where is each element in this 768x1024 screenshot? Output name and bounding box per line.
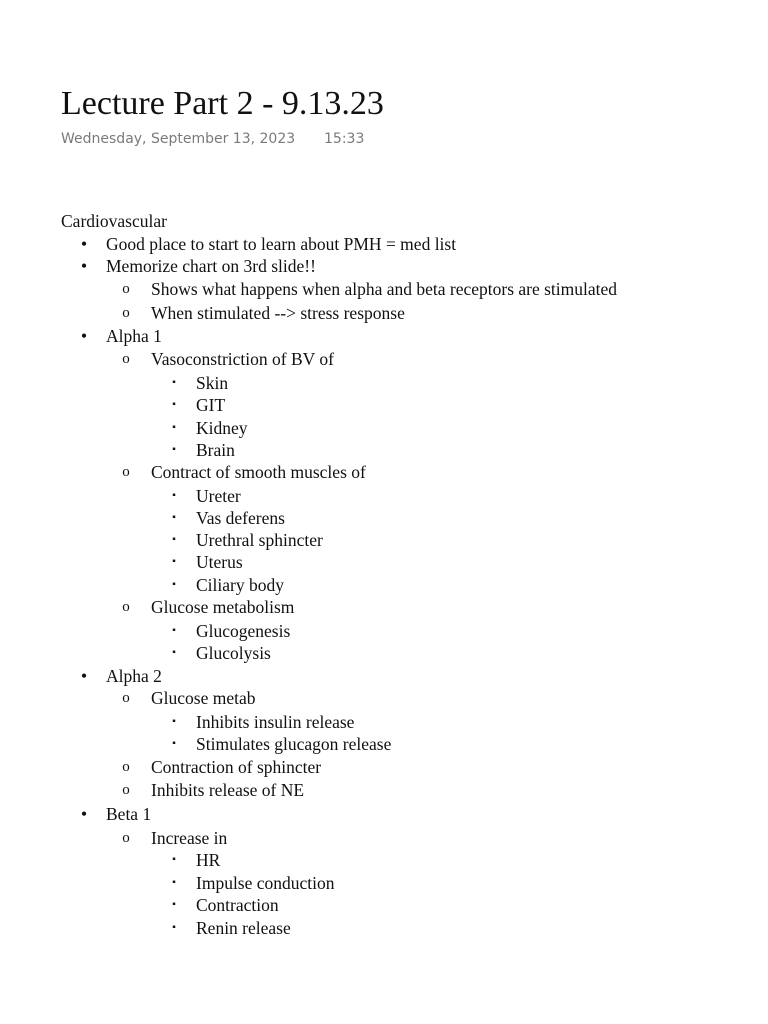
- bullet-marker-level-3: ▪: [172, 647, 176, 658]
- list-item-level-3: Vas deferens: [196, 508, 285, 528]
- list-item-level-1: Alpha 2: [106, 666, 162, 686]
- bullet-marker-level-3: ▪: [172, 625, 176, 636]
- list-item-level-3: Uterus: [196, 552, 243, 572]
- list-item-level-3: Ciliary body: [196, 575, 284, 595]
- bullet-marker-level-2: o: [122, 690, 130, 706]
- page-title: Lecture Part 2 - 9.13.23: [61, 85, 384, 122]
- list-item-level-2: Inhibits release of NE: [151, 780, 305, 800]
- bullet-marker-level-3: ▪: [172, 490, 176, 501]
- list-item-level-3: HR: [196, 850, 221, 870]
- list-item-level-1: Alpha 1: [106, 326, 162, 346]
- list-item-level-2: Glucose metab: [151, 688, 256, 708]
- bullet-marker-level-3: ▪: [172, 579, 176, 590]
- list-item-level-2: Increase in: [151, 828, 228, 848]
- bullet-marker-level-2: o: [122, 464, 130, 480]
- list-item-level-1: Good place to start to learn about PMH = med list: [106, 234, 457, 254]
- list-item-level-3: Glucogenesis: [196, 621, 291, 641]
- list-item-level-3: Ureter: [196, 486, 241, 506]
- list-item-level-2: Shows what happens when alpha and beta receptors are stimulated: [151, 279, 618, 299]
- list-item-level-3: Brain: [196, 440, 235, 460]
- bullet-marker-level-2: o: [122, 281, 130, 297]
- page-bottom-fade: [0, 940, 768, 1024]
- list-item-level-2: Vasoconstriction of BV of: [151, 349, 334, 369]
- list-item-level-3: Inhibits insulin release: [196, 712, 355, 732]
- bullet-marker-level-3: ▪: [172, 922, 176, 933]
- list-item-level-2: Contract of smooth muscles of: [151, 462, 366, 482]
- bullet-marker-level-1: •: [80, 234, 88, 254]
- list-item-level-3: Renin release: [196, 918, 291, 938]
- bullet-marker-level-3: ▪: [172, 377, 176, 388]
- bullet-marker-level-3: ▪: [172, 444, 176, 455]
- page-metadata: [61, 130, 365, 148]
- bullet-marker-level-3: ▪: [172, 899, 176, 910]
- list-item-level-3: Contraction: [196, 895, 279, 915]
- bullet-marker-level-2: o: [122, 305, 130, 321]
- bullet-marker-level-2: o: [122, 830, 130, 846]
- bullet-marker-level-3: ▪: [172, 716, 176, 727]
- bullet-marker-level-3: ▪: [172, 512, 176, 523]
- bullet-marker-level-3: ▪: [172, 422, 176, 433]
- page-time: 15:33: [324, 131, 365, 147]
- bullet-marker-level-2: o: [122, 782, 130, 798]
- bullet-marker-level-2: o: [122, 599, 130, 615]
- list-item-level-3: Impulse conduction: [196, 873, 335, 893]
- bullet-marker-level-2: o: [122, 759, 130, 775]
- list-item-level-1: Beta 1: [106, 804, 152, 824]
- bullet-marker-level-1: •: [80, 326, 88, 346]
- list-item-level-3: Urethral sphincter: [196, 530, 323, 550]
- list-item-level-3: Skin: [196, 373, 229, 393]
- list-item-level-3: Stimulates glucagon release: [196, 734, 392, 754]
- list-item-level-1: Memorize chart on 3rd slide!!: [106, 256, 316, 276]
- bullet-marker-level-1: •: [80, 666, 88, 686]
- list-item-level-2: Glucose metabolism: [151, 597, 295, 617]
- bullet-marker-level-2: o: [122, 351, 130, 367]
- bullet-marker-level-1: •: [80, 256, 88, 276]
- section-heading: Cardiovascular: [61, 211, 167, 231]
- bullet-marker-level-3: ▪: [172, 399, 176, 410]
- bullet-marker-level-3: ▪: [172, 854, 176, 865]
- list-item-level-3: GIT: [196, 395, 226, 415]
- list-item-level-3: Kidney: [196, 418, 248, 438]
- list-item-level-2: When stimulated --> stress response: [151, 303, 405, 323]
- page-date: Wednesday, September 13, 2023: [61, 131, 296, 147]
- bullet-marker-level-3: ▪: [172, 877, 176, 888]
- bullet-marker-level-3: ▪: [172, 556, 176, 567]
- bullet-marker-level-3: ▪: [172, 738, 176, 749]
- list-item-level-3: Glucolysis: [196, 643, 271, 663]
- list-item-level-2: Contraction of sphincter: [151, 757, 322, 777]
- bullet-marker-level-1: •: [80, 804, 88, 824]
- bullet-marker-level-3: ▪: [172, 534, 176, 545]
